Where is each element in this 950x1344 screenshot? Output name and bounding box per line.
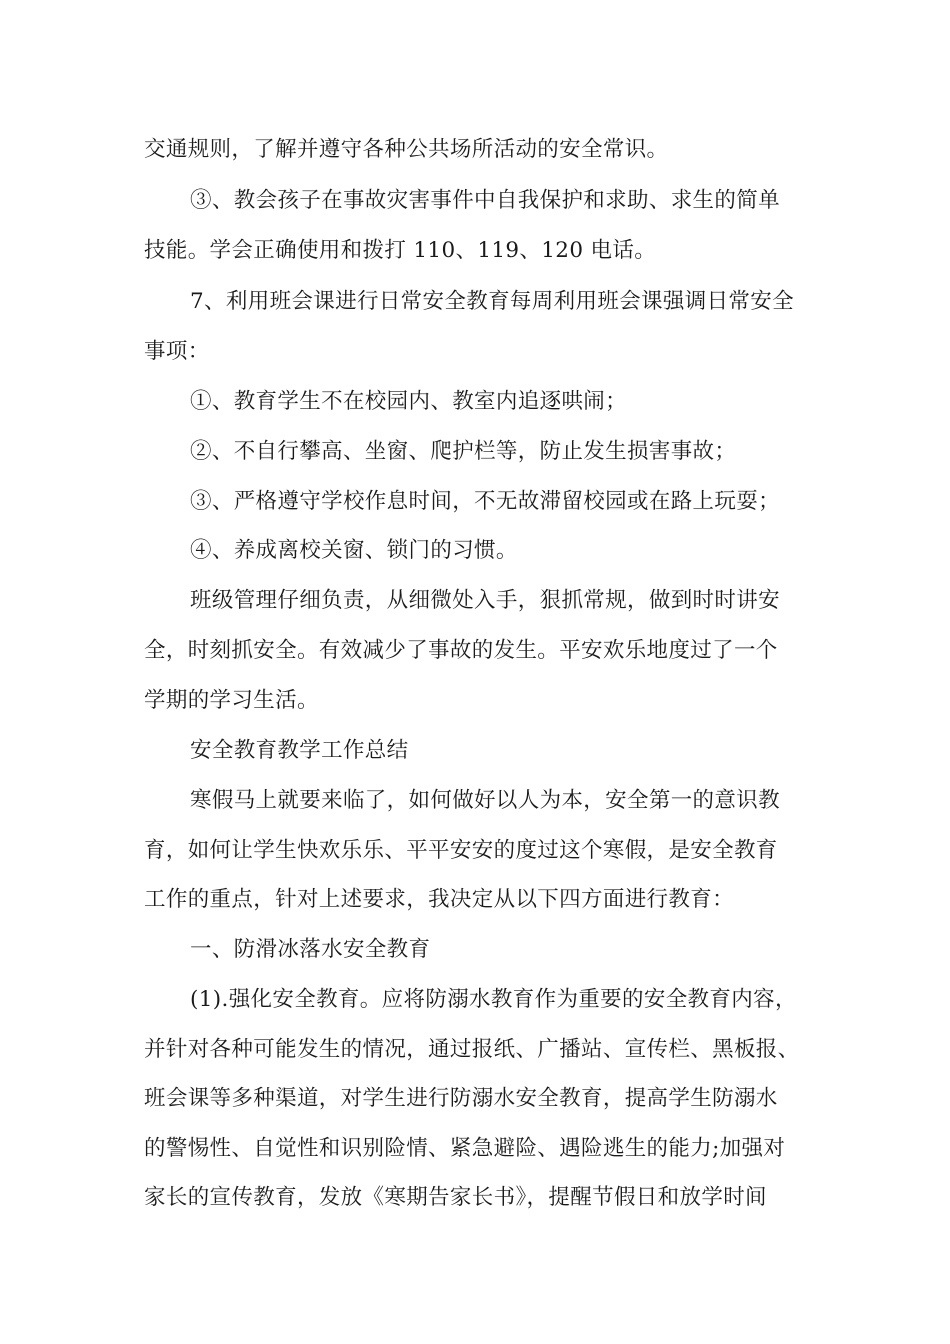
- text-line: 交通规则，了解并遵守各种公共场所活动的安全常识。: [144, 137, 669, 162]
- text-line: ③、教会孩子在事故灾害事件中自我保护和求助、求生的简单: [190, 188, 780, 213]
- list-item: ④、养成离校关窗、锁门的习惯。: [190, 538, 518, 563]
- text-line: 全，时刻抓安全。有效减少了事故的发生。平安欢乐地度过了一个: [144, 638, 778, 663]
- list-item: ②、不自行攀高、坐窗、爬护栏等，防止发生损害事故；: [190, 439, 737, 464]
- text-line: 家长的宣传教育，发放《寒期告家长书》，提醒节假日和放学时间: [144, 1185, 767, 1210]
- text-line: 工作的重点，针对上述要求，我决定从以下四方面进行教育：: [144, 887, 734, 912]
- text-line: 育，如何让学生快欢乐乐、平平安安的度过这个寒假，是安全教育: [144, 838, 778, 863]
- text-line: 寒假马上就要来临了，如何做好以人为本，安全第一的意识教: [190, 788, 780, 813]
- text-line: 7、利用班会课进行日常安全教育每周利用班会课强调日常安全: [190, 289, 794, 314]
- text-line: 事项：: [144, 339, 210, 364]
- section-heading: 一、防滑冰落水安全教育: [190, 937, 431, 962]
- text-line: 并针对各种可能发生的情况，通过报纸、广播站、宣传栏、黑板报、: [144, 1037, 800, 1062]
- text-line: 班级管理仔细负责，从细微处入手，狠抓常规，做到时时讲安: [190, 588, 780, 613]
- text-line: 学期的学习生活。: [144, 688, 319, 713]
- list-item: ③、严格遵守学校作息时间，不无故滞留校园或在路上玩耍；: [190, 489, 780, 514]
- list-item: ①、教育学生不在校园内、教室内追逐哄闹；: [190, 389, 628, 414]
- text-line: (1).强化安全教育。应将防溺水教育作为重要的安全教育内容，: [190, 987, 797, 1012]
- section-heading: 安全教育教学工作总结: [190, 738, 409, 763]
- text-line: 的警惕性、自觉性和识别险情、紧急避险、遇险逃生的能力;加强对: [144, 1136, 786, 1161]
- text-line: 技能。学会正确使用和拨打 110、119、120 电话。: [144, 238, 657, 263]
- text-line: 班会课等多种渠道，对学生进行防溺水安全教育，提高学生防溺水: [144, 1086, 778, 1111]
